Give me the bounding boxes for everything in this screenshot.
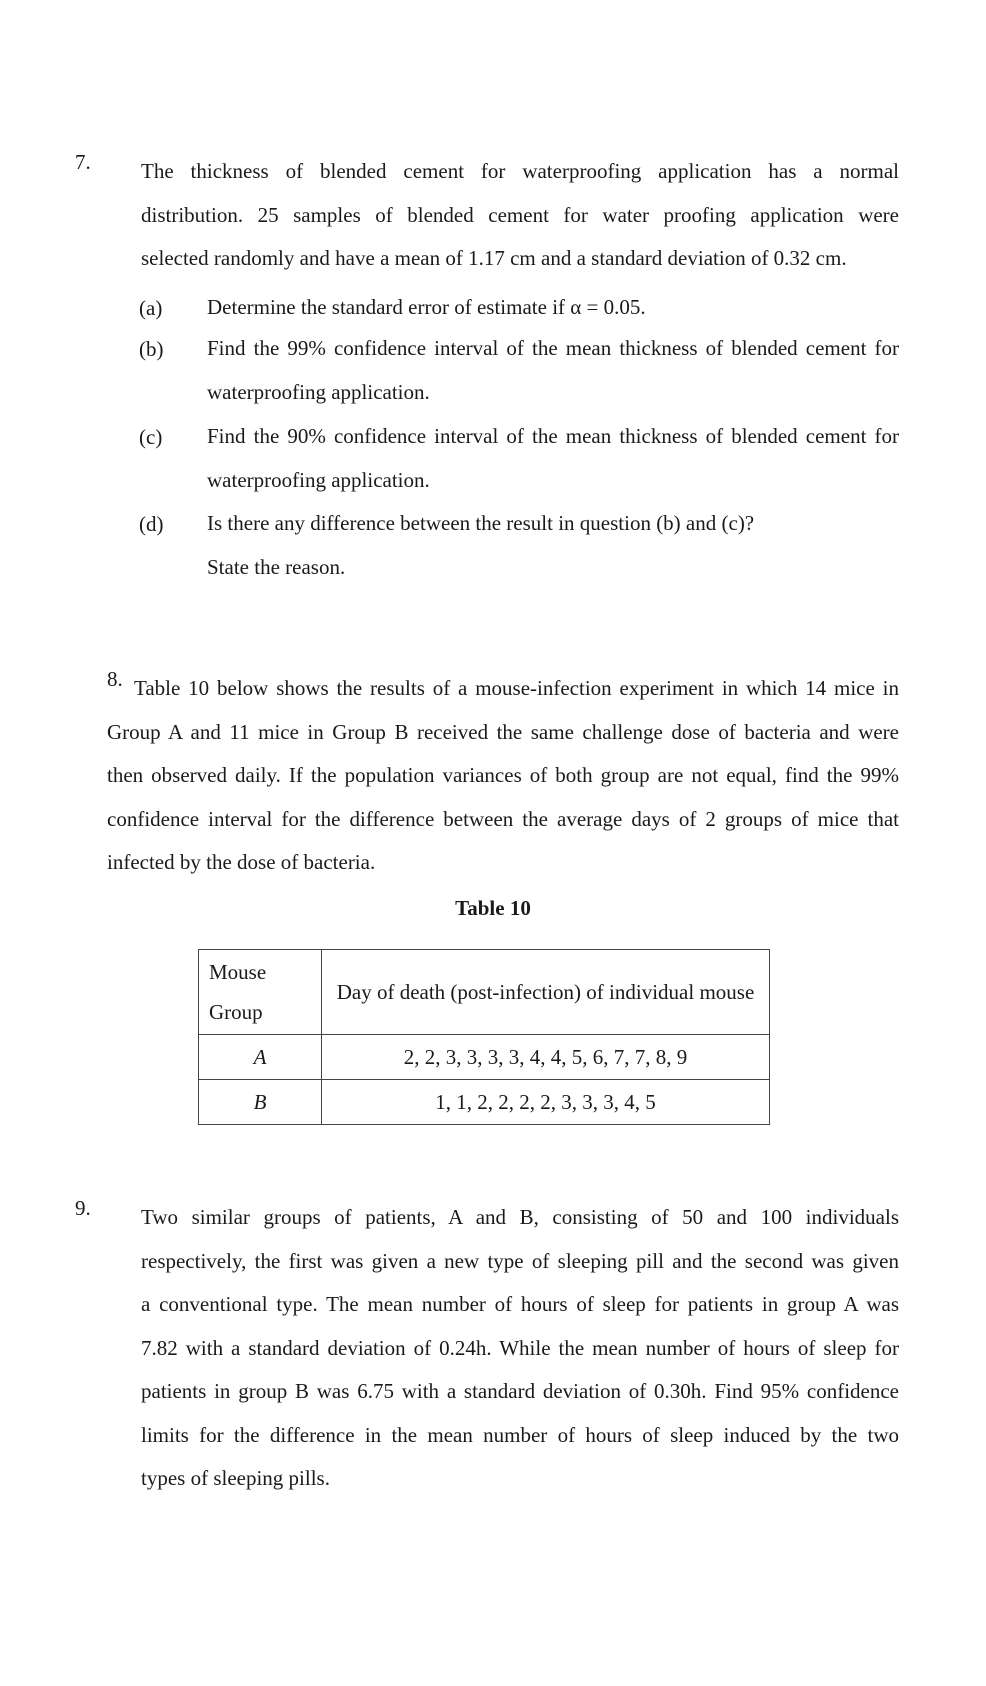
text-line: waterproofing application. (207, 467, 430, 492)
question-7-text (141, 150, 899, 281)
text-line: types of sleeping pills. (141, 1466, 330, 1490)
table-row (199, 1035, 770, 1080)
text-line: patients in group B was 6.75 with a standard deviation of 0.30h. Find 95% confidence (141, 1379, 899, 1403)
values-cell: 1, 1, 2, 2, 2, 2, 3, 3, 3, 4, 5 (322, 1080, 770, 1125)
text-line: then observed daily. If the population variances of both group are not equal, find the 99% (107, 763, 899, 787)
text-line: Table 10 below shows the results of a mouse-infection experiment in which 14 mice in (134, 676, 899, 700)
question-8-text (107, 667, 899, 885)
text-line: waterproofing application. (207, 379, 430, 404)
text-line: Determine the standard error of estimate if α = 0.05. (207, 295, 646, 319)
text-line: infected by the dose of bacteria. (107, 850, 376, 874)
header-day-of-death: Day of death (post-infection) of individual mouse (322, 950, 770, 1035)
text-line: Find the 99% confidence interval of the mean thickness of blended cement for (207, 336, 899, 360)
question-9-number: 9. (75, 1196, 91, 1220)
table-header-row (199, 950, 770, 1035)
text-line: State the reason. (207, 554, 346, 579)
part-label: (b) (139, 337, 164, 361)
text-line: Is there any difference between the result in question (b) and (c)? (207, 511, 755, 535)
group-cell: A (199, 1035, 322, 1080)
text-line: selected randomly and have a mean of 1.17 cm and a standard deviation of 0.32 cm. (141, 246, 847, 270)
text-line: Find the 90% confidence interval of the mean thickness of blended cement for (207, 424, 899, 448)
text-line: limits for the difference in the mean number of hours of sleep induced by the two (141, 1422, 899, 1447)
text-line: Two similar groups of patients, A and B, consisting of 50 and 100 individuals (141, 1205, 899, 1229)
part-label: (d) (139, 512, 164, 536)
text-line: a conventional type. The mean number of hours of sleep for patients in group A was (141, 1292, 899, 1316)
part-label: (c) (139, 425, 163, 449)
group-cell: B (199, 1080, 322, 1125)
question-9-text (141, 1196, 899, 1501)
part-label: (a) (139, 296, 163, 320)
text-line: confidence interval for the difference between the average days of 2 groups of mice that (107, 806, 899, 831)
text-line: 7.82 with a standard deviation of 0.24h. While the mean number of hours of sleep for (141, 1335, 899, 1360)
table-title: Table 10 (455, 896, 531, 920)
values-cell: 2, 2, 3, 3, 3, 3, 4, 4, 5, 6, 7, 7, 8, 9 (322, 1035, 770, 1080)
question-8-number: 8. (107, 667, 123, 691)
text-line: The thickness of blended cement for waterproofing application has a normal (141, 159, 899, 183)
table-row (199, 1080, 770, 1125)
header-mouse-group: Mouse Group (199, 950, 322, 1035)
text-line: distribution. 25 samples of blended cement for water proofing application were (141, 202, 899, 227)
question-7-number: 7. (75, 150, 91, 174)
text-line: respectively, the first was given a new type of sleeping pill and the second was given (141, 1248, 899, 1273)
text-line: Group A and 11 mice in Group B received the same challenge dose of bacteria and were (107, 719, 899, 744)
data-table (198, 949, 770, 1125)
